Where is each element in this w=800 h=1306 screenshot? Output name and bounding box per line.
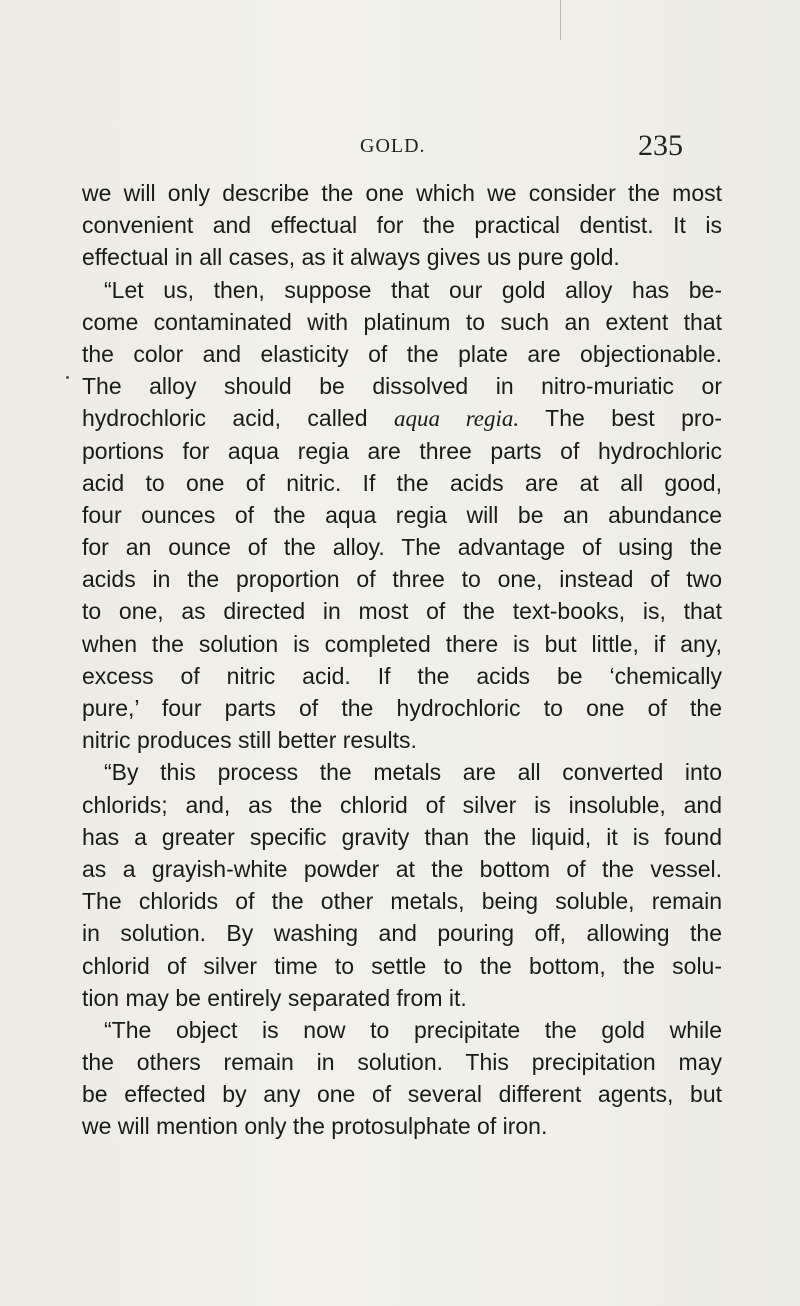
text-line: the color and elasticity of the plate are objectionable. (82, 340, 722, 367)
text-line: as a grayish-white powder at the bottom of the vessel. (82, 855, 722, 882)
text-line: convenient and effectual for the practical dentist. It is (82, 212, 722, 239)
text-line: “By this process the metals are all converted into (104, 759, 722, 786)
text-line: “Let us, then, suppose that our gold alloy has be- (104, 276, 722, 303)
text-line: for an ounce of the alloy. The advantage of using the (82, 534, 722, 561)
italic-term: aqua regia. (393, 406, 520, 432)
text-line: in solution. By washing and pouring off, allowing the (82, 920, 722, 947)
body-text (82, 177, 722, 1143)
text-line: when the solution is completed there is but little, if any, (82, 630, 722, 657)
text-line: the others remain in solution. This precipitation may (82, 1049, 722, 1076)
text-line (82, 402, 722, 434)
text-line: effectual in all cases, as it always gives us pure gold. (82, 244, 620, 271)
text-line: to one, as directed in most of the text-books, is, that (82, 598, 722, 625)
page-number: 235 (638, 129, 683, 162)
text-line: has a greater specific gravity than the liquid, it is found (82, 823, 722, 850)
text-line: nitric produces still better results. (82, 727, 417, 754)
text-line: chlorids; and, as the chlorid of silver is insoluble, and (82, 791, 722, 818)
text-line: we will only describe the one which we consider the most (82, 180, 722, 206)
text-line: “The object is now to precipitate the gold while (104, 1016, 722, 1043)
text-line: be effected by any one of several different agents, but (82, 1081, 722, 1108)
text-line: The alloy should be dissolved in nitro-muriatic or (82, 373, 722, 400)
text-line: The chlorids of the other metals, being soluble, remain (82, 888, 722, 915)
text-line: chlorid of silver time to settle to the bottom, the solu- (82, 952, 722, 979)
margin-mark (66, 376, 69, 379)
text-line: portions for aqua regia are three parts of hydrochloric (82, 437, 722, 464)
text-line: acid to one of nitric. If the acids are at all good, (82, 469, 722, 496)
text-segment: The best pro- (519, 405, 723, 432)
text-line: four ounces of the aqua regia will be an abundance (82, 501, 722, 528)
text-line: pure,’ four parts of the hydrochloric to one of the (82, 695, 722, 721)
chapter-title: GOLD. (360, 135, 426, 157)
text-line: excess of nitric acid. If the acids be ‘chemically (82, 662, 722, 689)
text-segment: hydrochloric acid, called (82, 405, 394, 432)
text-line: come contaminated with platinum to such an extent that (82, 308, 722, 335)
page-edge-mark (560, 0, 561, 40)
running-head (82, 129, 722, 169)
text-line: we will mention only the protosulphate of iron. (82, 1113, 548, 1140)
text-line: tion may be entirely separated from it. (82, 984, 467, 1011)
text-line: acids in the proportion of three to one, instead of two (82, 566, 722, 593)
